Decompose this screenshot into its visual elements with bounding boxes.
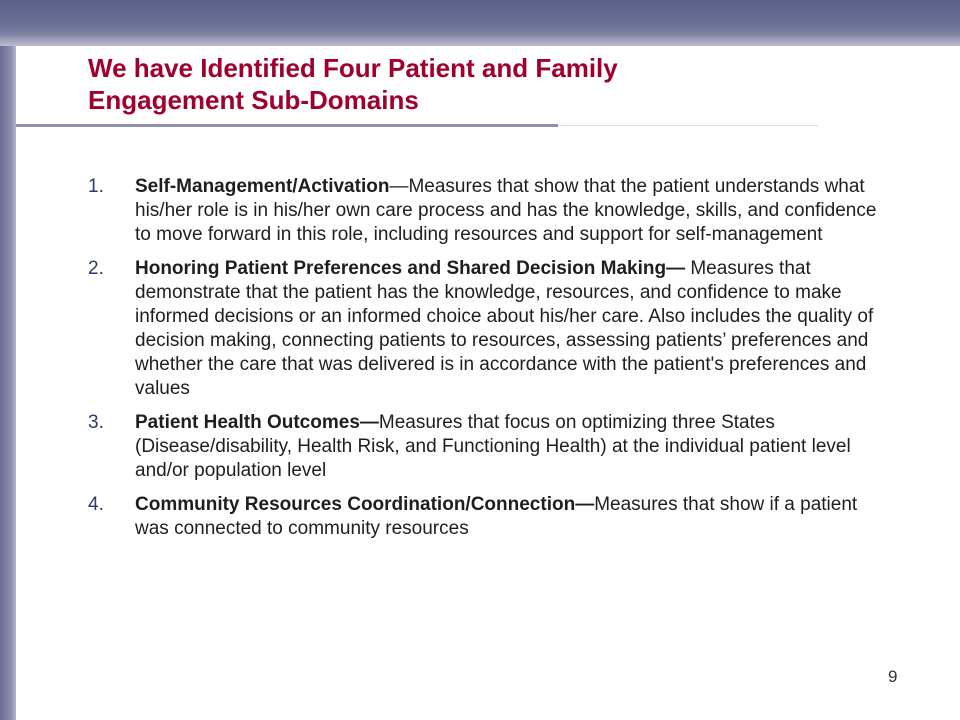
item-heading: Patient Health Outcomes— bbox=[135, 412, 379, 433]
item-number: 1. bbox=[88, 176, 104, 197]
slide-title-line-2: Engagement Sub-Domains bbox=[88, 85, 419, 115]
item-heading: Community Resources Coordination/Connection— bbox=[135, 494, 595, 515]
item-number: 2. bbox=[88, 258, 104, 279]
item-description: Measures that demonstrate that the patient has the knowledge, resources, and confidence to make informed decisions or an informed choice about his/her care. Also includes the quality of decision making, connecting patients to resources, assessing patients’ preferences and whether the care that was delivered is in accordance with the patient's preferences and values bbox=[135, 258, 874, 399]
sub-domain-item-4 bbox=[88, 493, 888, 541]
title-underline-faint bbox=[558, 125, 818, 126]
slide-title bbox=[88, 52, 848, 116]
item-description: —Measures that show that the patient understands what his/her role is in his/her own care process and has the knowledge, skills, and confidence to move forward in this role, including resources and support for self-management bbox=[135, 176, 877, 245]
header-band-highlight bbox=[0, 34, 960, 46]
item-number: 3. bbox=[88, 412, 104, 433]
item-heading: Honoring Patient Preferences and Shared Decision Making— bbox=[135, 258, 686, 279]
page-number: 9 bbox=[888, 667, 898, 686]
left-side-band bbox=[0, 46, 16, 720]
item-description: Measures that show if a patient was connected to community resources bbox=[135, 494, 858, 539]
item-description: Measures that focus on optimizing three States (Disease/disability, Health Risk, and Functioning Health) at the individual patient level and/or population level bbox=[135, 412, 851, 481]
sub-domain-item-3 bbox=[88, 411, 888, 483]
title-underline bbox=[16, 124, 558, 127]
sub-domain-item-1 bbox=[88, 175, 888, 247]
sub-domain-list bbox=[88, 175, 888, 541]
item-heading: Self-Management/Activation bbox=[135, 176, 390, 197]
slide-title-line-1: We have Identified Four Patient and Family bbox=[88, 53, 618, 83]
item-number: 4. bbox=[88, 494, 104, 515]
sub-domain-item-2 bbox=[88, 257, 888, 401]
